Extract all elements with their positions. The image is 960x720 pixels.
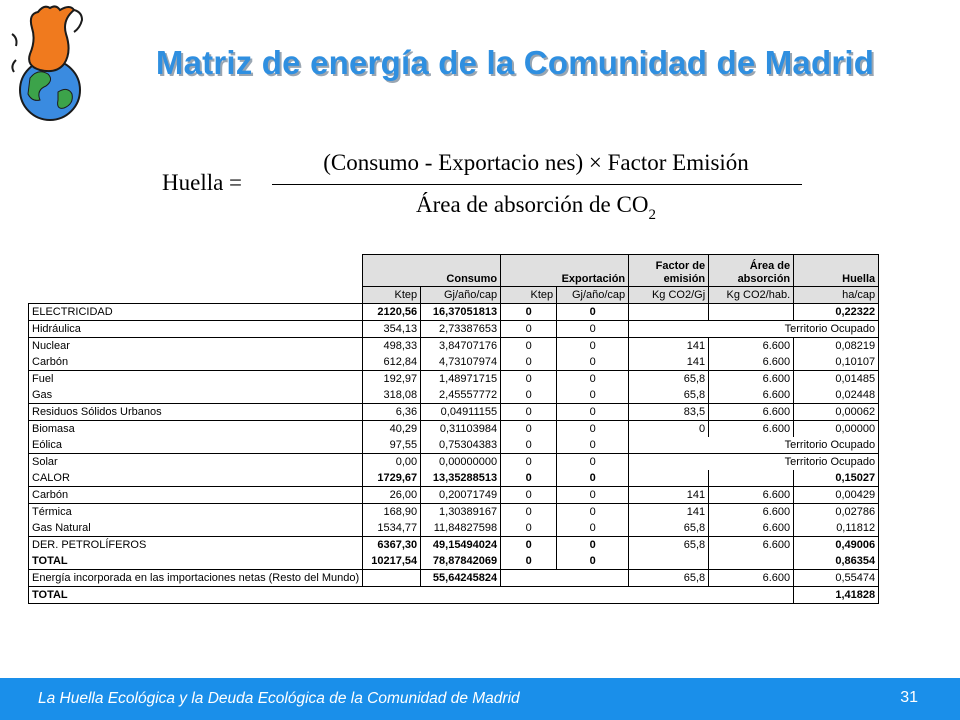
row-territorio-ocupado: Territorio Ocupado xyxy=(629,321,879,338)
row-area: 6.600 xyxy=(709,404,794,421)
table-row xyxy=(29,520,879,537)
row-gj: 1,30389167 xyxy=(421,504,501,521)
row-area: 6.600 xyxy=(709,487,794,504)
table-row xyxy=(29,321,879,338)
row-export-ktep: 0 xyxy=(501,321,557,338)
row-export-ktep: 0 xyxy=(501,487,557,504)
row-label: Nuclear xyxy=(29,338,363,355)
table-row xyxy=(29,470,879,487)
row-factor: 65,8 xyxy=(629,371,709,388)
row-area xyxy=(709,470,794,487)
row-gj: 2,73387653 xyxy=(421,321,501,338)
row-huella: 0,11812 xyxy=(794,520,879,537)
row-area: 6.600 xyxy=(709,354,794,371)
row-export-gj: 0 xyxy=(557,537,629,554)
header-gj1: Gj/año/cap xyxy=(421,287,501,304)
row-huella: 0,02448 xyxy=(794,387,879,404)
row-huella: 0,10107 xyxy=(794,354,879,371)
row-ktep: 0,00 xyxy=(363,454,421,471)
table-row xyxy=(29,304,879,321)
row-factor: 141 xyxy=(629,338,709,355)
row-label: Térmica xyxy=(29,504,363,521)
row-factor: 83,5 xyxy=(629,404,709,421)
header-gj2: Gj/año/cap xyxy=(557,287,629,304)
fraction-bar xyxy=(272,184,802,185)
total-huella: 1,41828 xyxy=(794,587,879,604)
row-export-ktep: 0 xyxy=(501,537,557,554)
row-gj: 0,75304383 xyxy=(421,437,501,454)
table-row xyxy=(29,338,879,355)
formula-denominator xyxy=(272,192,800,223)
row-label: Gas xyxy=(29,387,363,404)
row-gj: 49,15494024 xyxy=(421,537,501,554)
row-export-ktep: 0 xyxy=(501,504,557,521)
row-export-gj: 0 xyxy=(557,520,629,537)
row-label: Carbón xyxy=(29,354,363,371)
header-exportacion: Exportación xyxy=(501,255,629,287)
row-label: Solar xyxy=(29,454,363,471)
header-huella: Huella xyxy=(794,255,879,287)
table-row xyxy=(29,387,879,404)
row-factor: 141 xyxy=(629,354,709,371)
imports-ktep xyxy=(363,570,421,587)
formula-denominator-text: Área de absorción de CO xyxy=(416,192,649,217)
row-area: 6.600 xyxy=(709,421,794,438)
row-export-gj: 0 xyxy=(557,504,629,521)
table-row xyxy=(29,437,879,454)
imports-huella: 0,55474 xyxy=(794,570,879,587)
row-export-ktep: 0 xyxy=(501,338,557,355)
row-gj: 13,35288513 xyxy=(421,470,501,487)
row-ktep: 498,33 xyxy=(363,338,421,355)
table-row xyxy=(29,537,879,554)
row-ktep: 97,55 xyxy=(363,437,421,454)
row-label: Eólica xyxy=(29,437,363,454)
energy-matrix-table xyxy=(28,254,879,604)
table-row xyxy=(29,371,879,388)
row-factor: 0 xyxy=(629,421,709,438)
row-label: Gas Natural xyxy=(29,520,363,537)
row-ktep: 2120,56 xyxy=(363,304,421,321)
row-label: Hidráulica xyxy=(29,321,363,338)
grand-total-row xyxy=(29,587,879,604)
header-row-1 xyxy=(29,255,879,287)
row-area: 6.600 xyxy=(709,387,794,404)
row-export-ktep: 0 xyxy=(501,553,557,570)
row-gj: 16,37051813 xyxy=(421,304,501,321)
row-export-gj: 0 xyxy=(557,321,629,338)
row-huella: 0,86354 xyxy=(794,553,879,570)
imports-export-ktep xyxy=(501,570,629,587)
row-area: 6.600 xyxy=(709,520,794,537)
row-gj: 0,20071749 xyxy=(421,487,501,504)
page-number: 31 xyxy=(900,689,918,706)
formula-lhs: Huella = xyxy=(162,170,243,195)
header-factor-unit: Kg CO2/Gj xyxy=(629,287,709,304)
row-label: ELECTRICIDAD xyxy=(29,304,363,321)
header-factor: Factor de emisión xyxy=(629,255,709,287)
header-ktep2: Ktep xyxy=(501,287,557,304)
row-gj: 78,87842069 xyxy=(421,553,501,570)
row-ktep: 1534,77 xyxy=(363,520,421,537)
row-area: 6.600 xyxy=(709,537,794,554)
row-export-gj: 0 xyxy=(557,437,629,454)
imports-gj: 55,64245824 xyxy=(421,570,501,587)
table-row xyxy=(29,487,879,504)
row-gj: 0,04911155 xyxy=(421,404,501,421)
row-huella: 0,08219 xyxy=(794,338,879,355)
row-huella: 0,02786 xyxy=(794,504,879,521)
footer-text: La Huella Ecológica y la Deuda Ecológica de la Comunidad de Madrid xyxy=(38,690,520,707)
row-label: Residuos Sólidos Urbanos xyxy=(29,404,363,421)
row-export-ktep: 0 xyxy=(501,371,557,388)
row-territorio-ocupado: Territorio Ocupado xyxy=(629,437,879,454)
row-export-gj: 0 xyxy=(557,454,629,471)
row-ktep: 10217,54 xyxy=(363,553,421,570)
row-factor xyxy=(629,304,709,321)
row-ktep: 612,84 xyxy=(363,354,421,371)
table-row xyxy=(29,454,879,471)
row-ktep: 26,00 xyxy=(363,487,421,504)
row-export-gj: 0 xyxy=(557,338,629,355)
row-factor: 141 xyxy=(629,504,709,521)
row-gj: 11,84827598 xyxy=(421,520,501,537)
row-area xyxy=(709,553,794,570)
row-gj: 4,73107974 xyxy=(421,354,501,371)
row-gj: 0,00000000 xyxy=(421,454,501,471)
row-factor: 65,8 xyxy=(629,520,709,537)
row-huella: 0,22322 xyxy=(794,304,879,321)
row-export-gj: 0 xyxy=(557,553,629,570)
row-label: Carbón xyxy=(29,487,363,504)
row-huella: 0,00429 xyxy=(794,487,879,504)
row-export-gj: 0 xyxy=(557,304,629,321)
imports-area: 6.600 xyxy=(709,570,794,587)
huella-formula xyxy=(160,148,810,228)
header-consumo: Consumo xyxy=(363,255,501,287)
row-factor: 141 xyxy=(629,487,709,504)
row-area: 6.600 xyxy=(709,338,794,355)
row-export-ktep: 0 xyxy=(501,520,557,537)
row-export-gj: 0 xyxy=(557,421,629,438)
row-ktep: 6367,30 xyxy=(363,537,421,554)
header-ktep1: Ktep xyxy=(363,287,421,304)
row-export-ktep: 0 xyxy=(501,304,557,321)
total-label: TOTAL xyxy=(29,587,794,604)
row-ktep: 318,08 xyxy=(363,387,421,404)
footer-bar xyxy=(0,678,960,720)
row-export-ktep: 0 xyxy=(501,454,557,471)
row-territorio-ocupado: Territorio Ocupado xyxy=(629,454,879,471)
row-huella: 0,49006 xyxy=(794,537,879,554)
table-row xyxy=(29,354,879,371)
table-row xyxy=(29,421,879,438)
formula-numerator: (Consumo - Exportacio nes) × Factor Emisión xyxy=(323,150,749,175)
footprint-globe-logo-icon xyxy=(8,4,90,124)
row-gj: 3,84707176 xyxy=(421,338,501,355)
row-label: Fuel xyxy=(29,371,363,388)
formula-denominator-subscript: 2 xyxy=(648,207,656,223)
row-ktep: 1729,67 xyxy=(363,470,421,487)
row-huella: 0,15027 xyxy=(794,470,879,487)
row-label: DER. PETROLÍFEROS xyxy=(29,537,363,554)
row-label: CALOR xyxy=(29,470,363,487)
header-huella-unit: ha/cap xyxy=(794,287,879,304)
row-export-gj: 0 xyxy=(557,487,629,504)
row-factor: 65,8 xyxy=(629,537,709,554)
header-area-unit: Kg CO2/hab. xyxy=(709,287,794,304)
row-gj: 1,48971715 xyxy=(421,371,501,388)
row-export-ktep: 0 xyxy=(501,404,557,421)
row-export-ktep: 0 xyxy=(501,354,557,371)
row-huella: 0,00000 xyxy=(794,421,879,438)
table-row xyxy=(29,504,879,521)
table-row xyxy=(29,404,879,421)
imports-label: Energía incorporada en las importaciones netas (Resto del Mundo) xyxy=(29,570,363,587)
header-row-2 xyxy=(29,287,879,304)
imports-factor: 65,8 xyxy=(629,570,709,587)
row-label: Biomasa xyxy=(29,421,363,438)
row-area xyxy=(709,304,794,321)
row-ktep: 354,13 xyxy=(363,321,421,338)
row-factor: 65,8 xyxy=(629,387,709,404)
row-export-gj: 0 xyxy=(557,387,629,404)
row-export-ktep: 0 xyxy=(501,421,557,438)
row-export-ktep: 0 xyxy=(501,437,557,454)
row-label: TOTAL xyxy=(29,553,363,570)
table-row xyxy=(29,553,879,570)
header-blank xyxy=(29,287,363,304)
header-blank xyxy=(29,255,363,287)
row-huella: 0,01485 xyxy=(794,371,879,388)
row-ktep: 168,90 xyxy=(363,504,421,521)
row-area: 6.600 xyxy=(709,371,794,388)
imports-row xyxy=(29,570,879,587)
row-gj: 2,45557772 xyxy=(421,387,501,404)
row-export-gj: 0 xyxy=(557,354,629,371)
row-ktep: 6,36 xyxy=(363,404,421,421)
row-factor xyxy=(629,470,709,487)
row-export-gj: 0 xyxy=(557,470,629,487)
page-title: Matriz de energía de la Comunidad de Madrid xyxy=(155,44,875,81)
row-export-ktep: 0 xyxy=(501,387,557,404)
row-area: 6.600 xyxy=(709,504,794,521)
row-export-gj: 0 xyxy=(557,371,629,388)
row-factor xyxy=(629,553,709,570)
row-ktep: 192,97 xyxy=(363,371,421,388)
row-export-gj: 0 xyxy=(557,404,629,421)
row-ktep: 40,29 xyxy=(363,421,421,438)
row-huella: 0,00062 xyxy=(794,404,879,421)
row-gj: 0,31103984 xyxy=(421,421,501,438)
header-area: Área de absorción xyxy=(709,255,794,287)
row-export-ktep: 0 xyxy=(501,470,557,487)
